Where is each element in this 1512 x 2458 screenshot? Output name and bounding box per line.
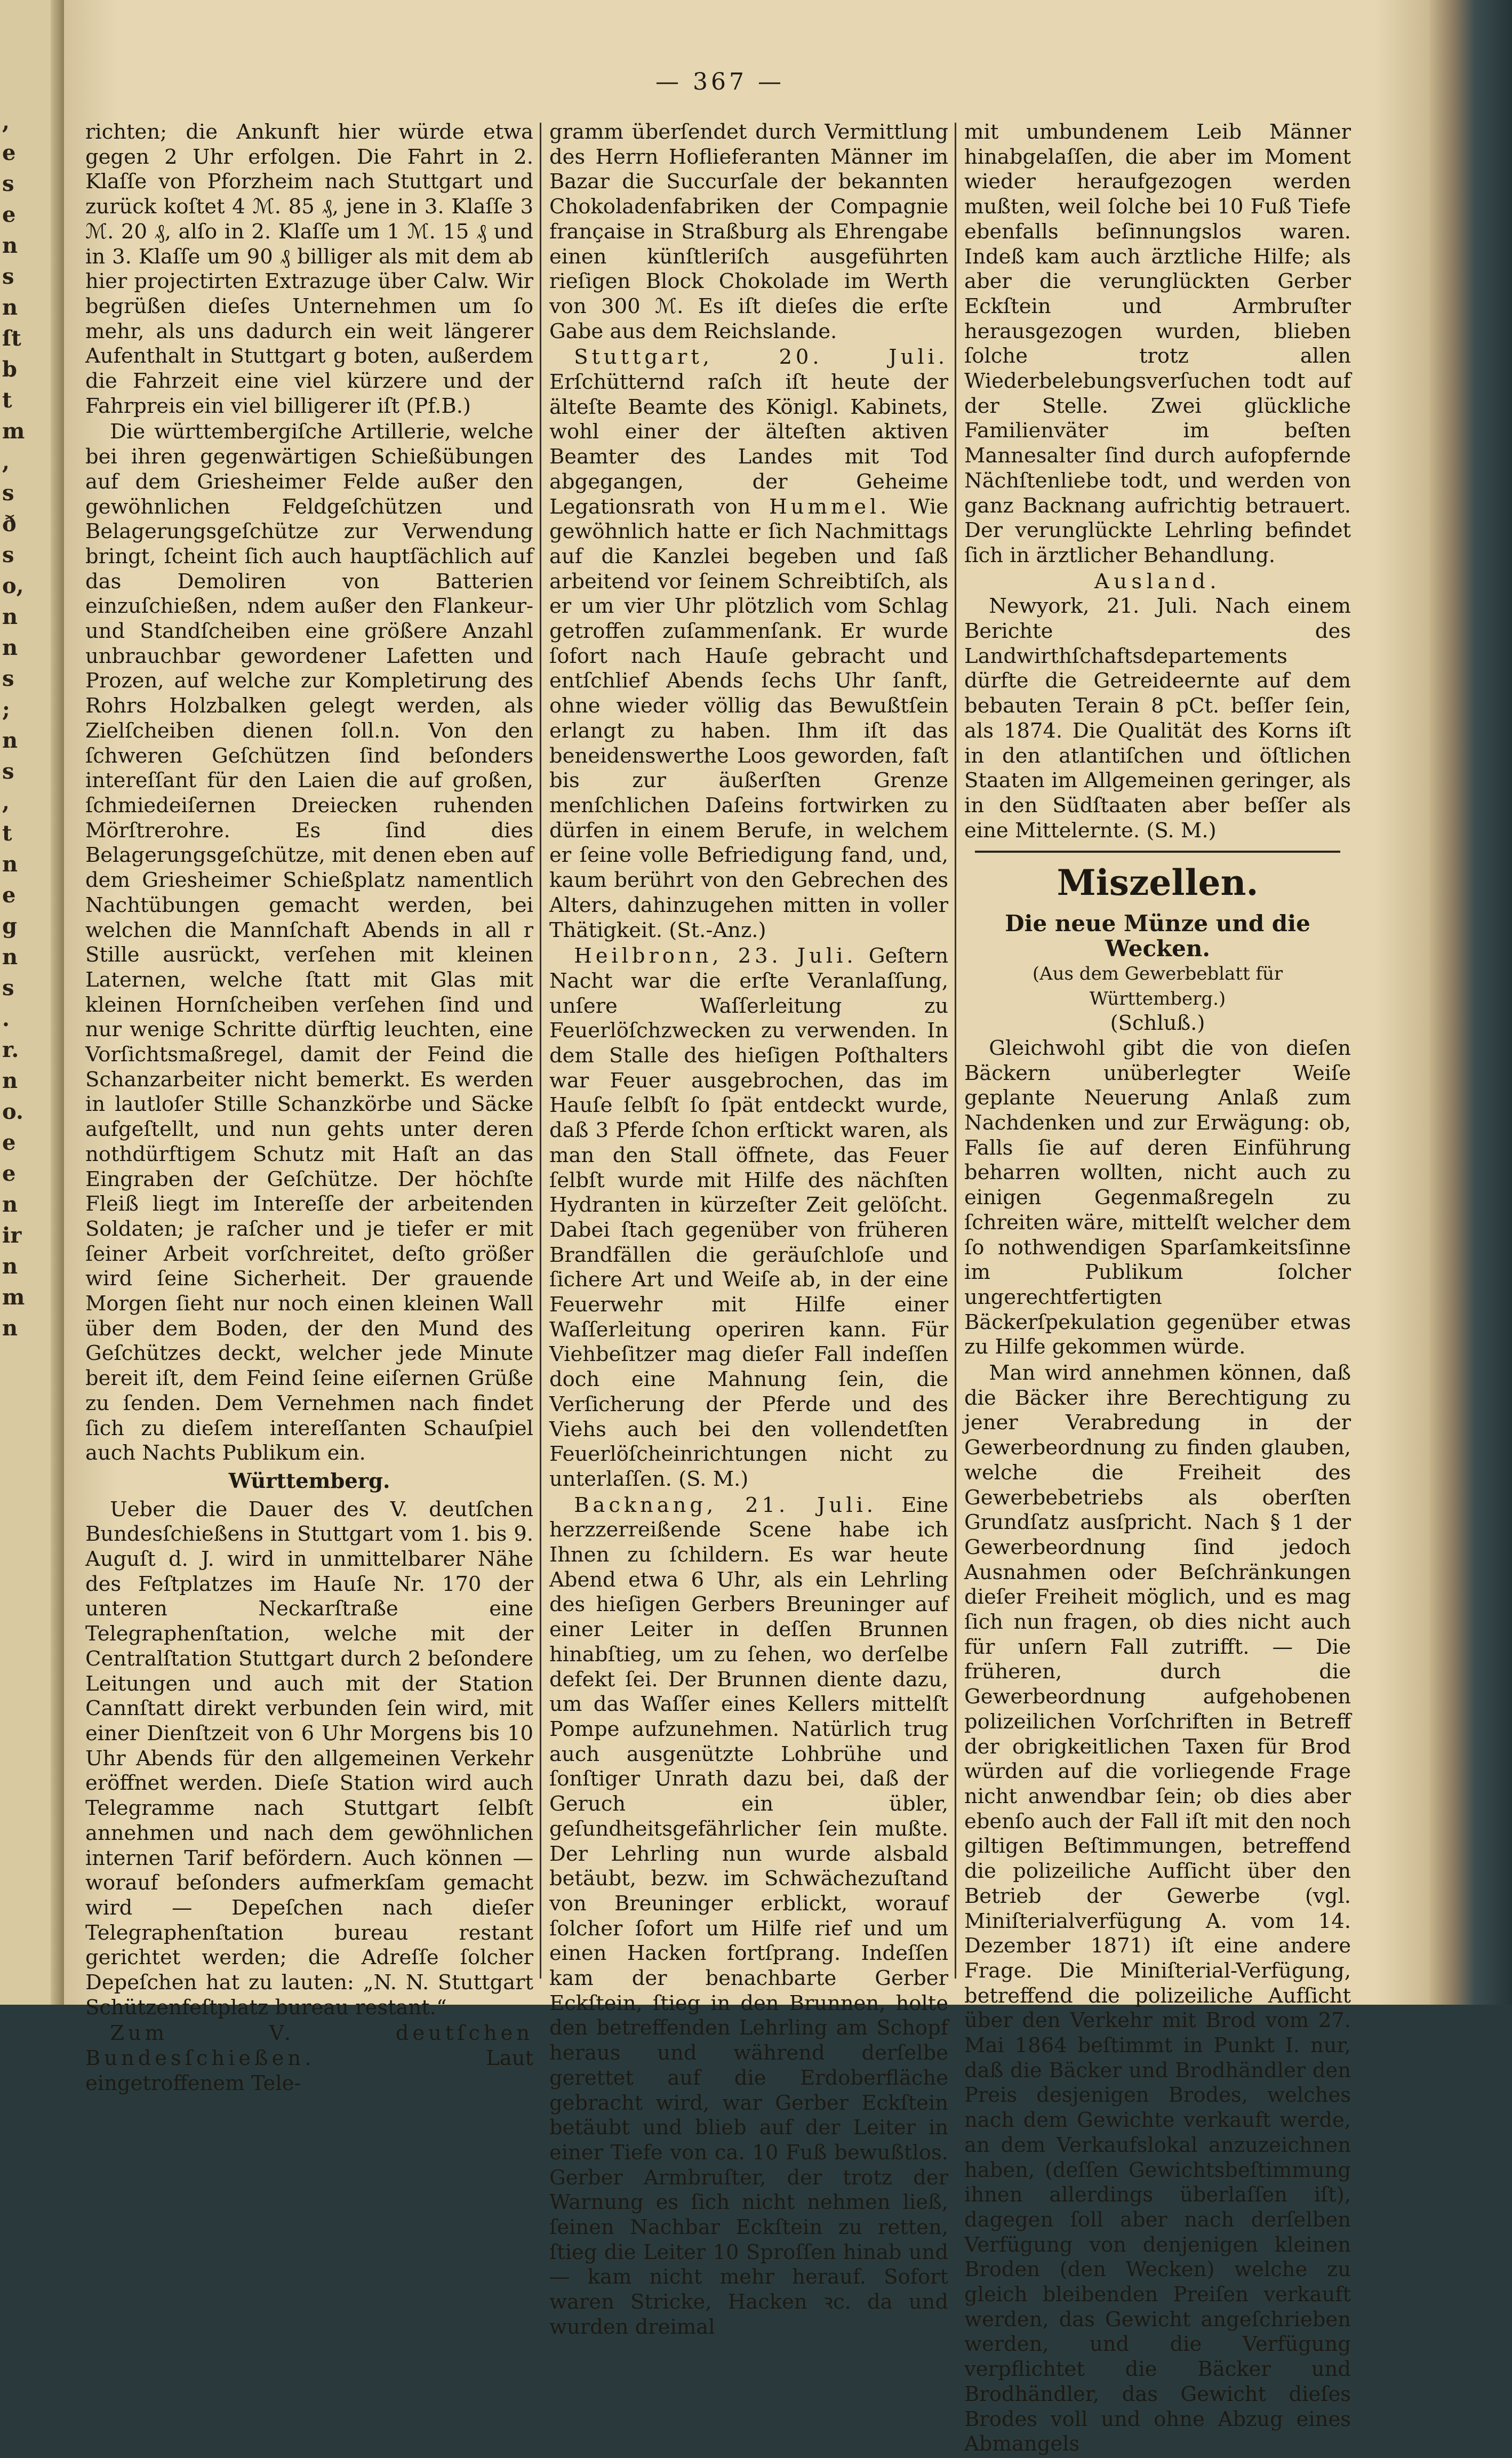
- previous-page-fragment: n: [2, 233, 18, 258]
- previous-page-fragment: s: [2, 666, 14, 691]
- previous-page-edge: [0, 0, 64, 2005]
- previous-page-fragment: e: [2, 1130, 16, 1155]
- section-heading-ausland: Ausland.: [1094, 569, 1221, 594]
- article-paragraph: Newyork, 21. Juli. Nach einem Berichte des Landwirthſchaftsdepartements dürfte die Getreideernte auf dem bebauten Terain 8 pCt. beſſer ſein, als 1874. Die Qualität des Korns iſt in den atlantiſchen und öſtlichen Staaten im Allgemeinen geringer, als in den Südſtaaten aber beſſer als eine Mittelernte. (S. M.): [964, 594, 1351, 843]
- previous-page-fragment: ;: [2, 697, 10, 722]
- article-text: Eine herzzerreißende Scene habe ich Ihnen zu ſchildern. Es war heute Abend etwa 6 Uhr, als ein Lehrling des hieſigen Gerbers Breuninger auf einer Leiter in deſſen Brunnen hinabſtieg, um zu ſehen, wo derſelbe defekt ſei. Der Brunnen diente dazu, um das Waſſer eines Kellers mittelſt Pompe aufzunehmen. Natürlich trug auch ausgenützte Lohbrühe und ſonſtiger Unrath dazu bei, daß der Geruch ein übler, geſundheitsgefährlicher ſein mußte. Der Lehrling nun wurde alsbald betäubt, bezw. im Schwächezuſtand von Breuninger erblickt, worauf ſolcher ſofort um Hilfe rief und um einen Hacken fortſprang. Indeſſen kam der benachbarte Gerber Eckſtein, ſtieg in den Brunnen, holte den betreffenden Lehrling am Schopf heraus und während derſelbe gerettet auf die Erdoberfläche gebracht wird, war Gerber Eckſtein betäubt und blieb auf der Leiter in einer Tiefe von ca. 10 Fuß bewußtlos. Gerber Armbruſter, der trotz der Warnung es ſich nicht nehmen ließ, ſeinen Nachbar Eckſtein zu retten, ſtieg die Leiter 10 Sproſſen hinab und — kam nicht mehr herauf. Sofort waren Stricke, Hacken ꝛc. da und wurden dreimal: [549, 1493, 948, 2339]
- article-text: Erſchütternd raſch iſt heute der älteſte Beamte des Königl. Kabinets, wohl einer der älteſten aktiven Beamter des Landes mit Tod abgegangen, der Geheime Legationsrath von: [549, 370, 948, 519]
- previous-page-fragment: ,: [2, 450, 10, 475]
- article-paragraph: Die württembergiſche Artillerie, welche bei ihren gegenwärtigen Schießübungen auf dem Griesheimer Felde außer den gewöhnlichen Feldgeſchützen und Belagerungsgeſchütze zur Verwendung bringt, ſcheint ſich auch hauptſächlich auf das Demoliren von Batterien einzuſchießen, ndem außer den Flankeur- und Standſcheiben eine größere Anzahl unbrauchbar gewordener Lafetten und Prozen, auf welche zur Kompletirung des Rohrs Holzbalken gelegt werden, als Zielſcheiben dienen ſoll.n. Von den ſchweren Geſchützen ſind beſonders intereſſant für den Laien die auf großen, ſchmiedeiſernen Dreiecken ruhenden Mörſtrerohre. Es ſind dies Belagerungsgeſchütze, mit denen eben auf dem Griesheimer Schießplatz namentlich Nachtübungen gemacht werden, bei welchen die Mannſchaft Abends in all r Stille ausrückt, verſehen mit kleinen Laternen, welche ſtatt mit Glas mit kleinen Hornſcheiben verſehen ſind und nur wenige Schritte dürftig leuchten, eine Vorſichtsmaßregel, damit der Feind die Schanzarbeiter nicht bemerkt. Es werden in lautloſer Stille Schanzkörbe und Säcke aufgeſtellt, und nun gehts unter deren nothdürftigem Schutz mit Haſt an das Eingraben der Geſchütze. Der höchſte Fleiß liegt im Intereſſe der arbeitenden Soldaten; je raſcher und je tiefer er mit ſeiner Arbeit vorſchreitet, deſto größer wird ſeine Sicherheit. Der grauende Morgen ſieht nur noch einen kleinen Wall über dem Boden, der den Mund des Geſchützes deckt, welcher jede Minute bereit iſt, dem Feind ſeine eiſernen Grüße zu ſenden. Dem Vernehmen nach findet ſich zu dieſem intereſſanten Schauſpiel auch Nachts Publikum ein.: [85, 420, 533, 1466]
- book-edge-binding: [1429, 0, 1512, 2005]
- article-paragraph: mit umbundenem Leib Männer hinabgelaſſen, die aber im Moment wieder heraufgezogen werden mußten, weil ſolche bei 10 Fuß Tiefe ebenfalls beſinnungslos waren. Indeß kam auch ärztliche Hilfe; als aber die verunglückten Gerber Eckſtein und Armbruſter herausgezogen wurden, blieben ſolche trotz allen Wiederbelebungsverſuchen todt auf der Stelle. Zwei glückliche Familienväter im beſten Mannesalter ſind durch aufopfernde Nächſtenliebe todt, und werden von ganz Backnang aufrichtig betrauert. Der verunglückte Lehrling befindet ſich in ärztlicher Behandlung.: [964, 120, 1351, 567]
- article-text: Laut eingetroffenem Tele-: [85, 2046, 533, 2095]
- previous-page-fragment: ſt: [2, 326, 21, 351]
- article-title: Die neue Münze und die Wecken.: [1005, 910, 1310, 962]
- article-paragraph: [85, 2021, 533, 2096]
- previous-page-fragment: e: [2, 140, 16, 165]
- previous-page-fragment: g: [2, 914, 17, 939]
- previous-page-fragment: n: [2, 604, 18, 629]
- dateline: Heilbronn, 23. Juli.: [574, 944, 857, 968]
- article-continuation: (Schluß.): [1110, 1011, 1205, 1036]
- article-paragraph: [549, 1493, 948, 2340]
- previous-page-fragment: e: [2, 883, 16, 908]
- previous-page-fragment: s: [2, 759, 14, 784]
- column-divider: [955, 123, 956, 1979]
- section-divider: [975, 851, 1340, 853]
- previous-page-fragment: ,: [2, 109, 10, 134]
- article-text: Wie gewöhnlich hatte er ſich Nachmittags auf die Kanzlei begeben und ſaß arbeitend vor ſeinem Schreibtiſch, als er um vier Uhr plötzlich vom Schlag getroffen zuſammenſank. Er wurde ſofort nach Hauſe gebracht und entſchlief Abends ſechs Uhr ſanft, ohne wieder völlig das Bewußtſein erlangt zu haben. Ihm iſt das beneidenswerthe Loos geworden, faſt bis zur äußerſten Grenze menſchlichen Daſeins fortwirken zu dürfen in einem Berufe, in welchem er ſeine volle Befriedigung fand, und, kaum berührt von den Gebrechen des Alters, dahinzugehen mitten in voller Thätigkeit. (St.-Anz.): [549, 494, 948, 942]
- previous-page-fragment: s: [2, 542, 14, 567]
- previous-page-fragment: ir: [2, 1223, 22, 1248]
- previous-page-fragment: e: [2, 1161, 16, 1186]
- column-left: [85, 120, 533, 2097]
- dateline: Stuttgart, 20. Juli.: [574, 345, 948, 370]
- article-source: (Aus dem Gewerbeblatt für Württemberg.): [1032, 963, 1283, 1010]
- previous-page-fragment: n: [2, 295, 18, 320]
- section-heading-wuerttemberg: Württemberg.: [228, 1469, 390, 1493]
- previous-page-fragment: m: [2, 419, 25, 444]
- previous-page-fragment: n: [2, 1192, 18, 1217]
- previous-page-fragment: n: [2, 1068, 18, 1093]
- column-right: [964, 120, 1351, 2458]
- article-paragraph: Ueber die Dauer des V. deutſchen Bundesſchießens in Stuttgart vom 1. bis 9. Auguſt d. J. wird in unmittelbarer Nähe des Feſtplatzes im Hauſe Nr. 170 der unteren Neckarſtraße eine Telegraphenſtation, welche mit der Centralſtation Stuttgart durch 2 beſondere Leitungen und auch mit der Station Cannſtatt direkt verbunden ſein wird, mit einer Dienſtzeit von 6 Uhr Morgens bis 10 Uhr Abends für den allgemeinen Verkehr eröffnet werden. Dieſe Station wird auch Telegramme nach Stuttgart ſelbſt annehmen und nach dem gewöhnlichen internen Tarif befördern. Auch können — worauf beſonders aufmerkſam gemacht wird — Depeſchen nach dieſer Telegraphenſtation bureau restant gerichtet werden; die Adreſſe ſolcher Depeſchen hat zu lauten: „N. N. Stuttgart Schützenfeſtplatz bureau restant.“: [85, 1497, 533, 2020]
- previous-page-fragment: ð: [2, 511, 17, 537]
- previous-page-fragment: e: [2, 202, 16, 227]
- book-gutter: [51, 0, 64, 2005]
- previous-page-fragment: n: [2, 944, 18, 970]
- article-text: Geſtern Nacht war die erſte Veranlaſſung, unſere Waſſerleitung zu Feuerlöſchzwecken zu verwenden. In dem Stalle des hieſigen Poſthalters war Feuer ausgebrochen, das im Hauſe ſelbſt ſo ſpät entdeckt wurde, daß 3 Pferde ſchon erſtickt waren, als man den Stall öffnete, das Feuer ſelbſt wurde mit Hilfe des nächſten Hydranten in kürzeſter Zeit gelöſcht. Dabei ſtach gegenüber von früheren Brandfällen die geräuſchloſe und ſichere Art und Weiſe ab, in der eine Feuerwehr mit Hilfe einer Waſſerleitung operiren kann. Für Viehbeſitzer mag dieſer Fall indeſſen doch eine Mahnung ſein, die Verſicherung der Pferde und des Viehs auch bei den vollendetſten Feuerlöſcheinrichtungen nicht zu unterlaſſen. (S. M.): [549, 944, 948, 1491]
- previous-page-fragment: n: [2, 1254, 18, 1279]
- previous-page-fragment: n: [2, 728, 18, 753]
- previous-page-fragment: t: [2, 821, 12, 846]
- column-middle: [549, 120, 948, 2341]
- previous-page-fragment: t: [2, 388, 12, 413]
- previous-page-fragment: s: [2, 481, 14, 506]
- previous-page-fragment: o,: [2, 573, 24, 598]
- previous-page-fragment: s: [2, 264, 14, 289]
- previous-page-fragment: r.: [2, 1037, 19, 1062]
- previous-page-fragment: s: [2, 975, 14, 1000]
- article-paragraph: [549, 944, 948, 1492]
- column-divider: [540, 123, 541, 1979]
- dateline: Backnang, 21. Juli.: [574, 1493, 877, 1517]
- dateline: Zum V. deutſchen Bundesſchießen.: [85, 2021, 533, 2071]
- previous-page-fragment: b: [2, 357, 17, 382]
- previous-page-fragment: .: [2, 1006, 10, 1031]
- page-number: — 367 —: [655, 68, 785, 95]
- article-paragraph: Gleichwohl gibt die von dieſen Bäckern unüberlegter Weiſe geplante Neuerung Anlaß zum Nachdenken und zur Erwägung: ob, Falls ſie auf deren Einführung beharren wollten, nicht auch zu einigen Gegenmaßregeln zu ſchreiten wäre, mittelſt welcher dem ſo nothwendigen Sparſamkeitsſinne im Publikum ſolcher ungerechtfertigten Bäckerſpekulation gegenüber etwas zu Hilfe gekommen würde.: [964, 1036, 1351, 1359]
- previous-page-text-fragments: [2, 107, 39, 1344]
- previous-page-fragment: n: [2, 1316, 18, 1341]
- person-name: Hummel.: [769, 494, 891, 519]
- article-paragraph: Man wird annehmen können, daß die Bäcker ihre Berechtigung zu jener Verabredung in der Gewerbeordnung zu finden glauben, welche die Freiheit des Gewerbebetriebs als oberſten Grundſatz ausſpricht. Nach § 1 der Gewerbeordnung ſind jedoch Ausnahmen oder Beſchränkungen dieſer Freiheit möglich, und es mag ſich nun fragen, ob dies nicht auch für unſern Fall zutrifft. — Die früheren, durch die Gewerbeordnung aufgehobenen polizeilichen Vorſchriften in Betreff der obrigkeitlichen Taxen für Brod würden auf die vorliegende Frage nicht anwendbar ſein; ob dies aber ebenſo auch der Fall iſt mit den noch giltigen Beſtimmungen, betreffend die polizeiliche Aufſicht über den Betrieb der Gewerbe (vgl. Miniſterialverfügung A. vom 14. Dezember 1871) iſt eine andere Frage. Die Miniſterial-Verfügung, betreffend die polizeiliche Aufſicht über den Verkehr mit Brod vom 27. Mai 1864 beſtimmt in Punkt I. nur, daß die Bäcker und Brodhändler den Preis desjenigen Brodes, welches nach dem Gewichte verkauft werde, an dem Verkaufslokal anzuzeichnen haben, (deſſen Gewichtsbeſtimmung ihnen allerdings überlaſſen iſt), dagegen ſoll aber nach derſelben Verfügung von denjenigen kleinen Broden (den Wecken) welche zu gleich bleibenden Preiſen verkauft werden, das Gewicht angeſchrieben werden, und die Verfügung verpflichtet die Bäcker und Brodhändler, das Gewicht dieſes Brodes voll und ohne Abzug eines Abmangels: [964, 1361, 1351, 2456]
- previous-page-fragment: m: [2, 1285, 25, 1310]
- article-paragraph: gramm überſendet durch Vermittlung des Herrn Hoflieferanten Männer im Bazar die Succurſale der bekannten Chokoladenfabriken der Compagnie française in Straßburg als Ehrengabe einen künſtleriſch ausgeführten rieſigen Block Chokolade im Werth von 300 ℳ. Es iſt dieſes die erſte Gabe aus dem Reichslande.: [549, 120, 948, 343]
- previous-page-fragment: s: [2, 171, 14, 196]
- section-title-miszellen: Miszellen.: [1057, 862, 1259, 904]
- article-paragraph: richten; die Ankunft hier würde etwa gegen 2 Uhr erfolgen. Die Fahrt in 2. Klaſſe von Pforzheim nach Stuttgart und zurück koſtet 4 ℳ. 85 ₰, jene in 3. Klaſſe 3 ℳ. 20 ₰, alſo in 2. Klaſſe um 1 ℳ. 15 ₰ und in 3. Klaſſe um 90 ₰ billiger als mit dem ab hier projectirten Extrazuge über Calw. Wir begrüßen dieſes Unternehmen um ſo mehr, als uns dadurch ein weit längerer Aufenthalt in Stuttgart g boten, außerdem die Fahrzeit eine viel kürzere und der Fahrpreis ein viel billigerer iſt (Pf.B.): [85, 120, 533, 418]
- previous-page-fragment: n: [2, 635, 18, 660]
- previous-page-fragment: ,: [2, 790, 10, 815]
- article-paragraph: [549, 345, 948, 943]
- previous-page-fragment: n: [2, 852, 18, 877]
- previous-page-fragment: o.: [2, 1099, 23, 1124]
